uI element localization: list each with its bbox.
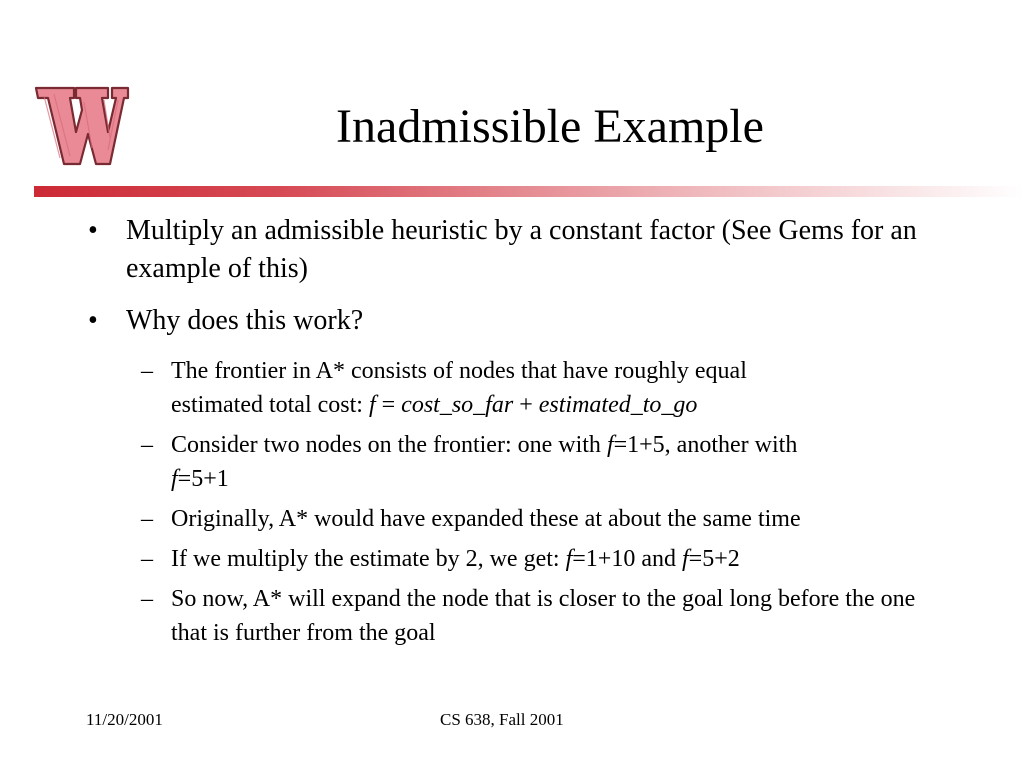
bullet-text: Multiply an admissible heuristic by a constant factor (See Gems for an example of this) [126, 215, 917, 284]
sub-bullet-text: =1+5, another with [613, 432, 798, 458]
sub-bullet-item [84, 354, 944, 422]
formula-variable: f [681, 546, 689, 572]
footer-date: 11/20/2001 [86, 710, 163, 729]
sub-bullet-item [84, 502, 944, 536]
formula-term: estimated_to_go [538, 392, 698, 418]
sub-bullet-marker: – [141, 358, 153, 384]
formula-operator: + [513, 392, 539, 418]
sub-bullet-marker: – [141, 546, 153, 572]
bullet-marker: • [88, 305, 98, 336]
formula-variable: f [606, 432, 614, 458]
sub-bullet-text: If we multiply the estimate by 2, we get: [171, 546, 566, 572]
sub-bullet-item [84, 582, 944, 650]
formula-operator: = [375, 392, 402, 418]
sub-bullet-marker: – [141, 432, 153, 458]
sub-bullet-text: estimated total cost: [171, 392, 369, 418]
sub-bullet-text: So now, A* will expand the node that is closer to the goal long before the one that is further from the goal [171, 586, 916, 646]
bullet-item [84, 212, 944, 288]
formula-variable: f [565, 546, 573, 572]
sub-bullet-item [84, 542, 944, 576]
sub-bullet-text: Originally, A* would have expanded these at about the same time [171, 506, 801, 532]
formula-variable: f [171, 466, 178, 492]
formula-variable: f [368, 392, 376, 418]
sub-bullet-text: Consider two nodes on the frontier: one with [171, 432, 607, 458]
title-divider [34, 186, 1024, 197]
bullet-item [84, 302, 944, 340]
sub-bullet-text: =5+1 [177, 466, 229, 492]
sub-bullet-text: The frontier in A* consists of nodes that have roughly equal [171, 358, 747, 384]
sub-bullet-marker: – [141, 586, 153, 612]
sub-bullet-text: =1+10 and [572, 546, 682, 572]
bullet-marker: • [88, 215, 98, 246]
bullet-text: Why does this work? [126, 305, 364, 336]
sub-bullet-text: =5+2 [688, 546, 740, 572]
formula-term: cost_so_far [401, 392, 514, 418]
wisconsin-w-logo-icon [30, 78, 130, 178]
sub-bullet-item [84, 428, 944, 496]
slide-body [84, 212, 944, 656]
sub-bullet-marker: – [141, 506, 153, 532]
slide-title: Inadmissible Example [336, 100, 764, 153]
footer-course: CS 638, Fall 2001 [440, 710, 564, 729]
